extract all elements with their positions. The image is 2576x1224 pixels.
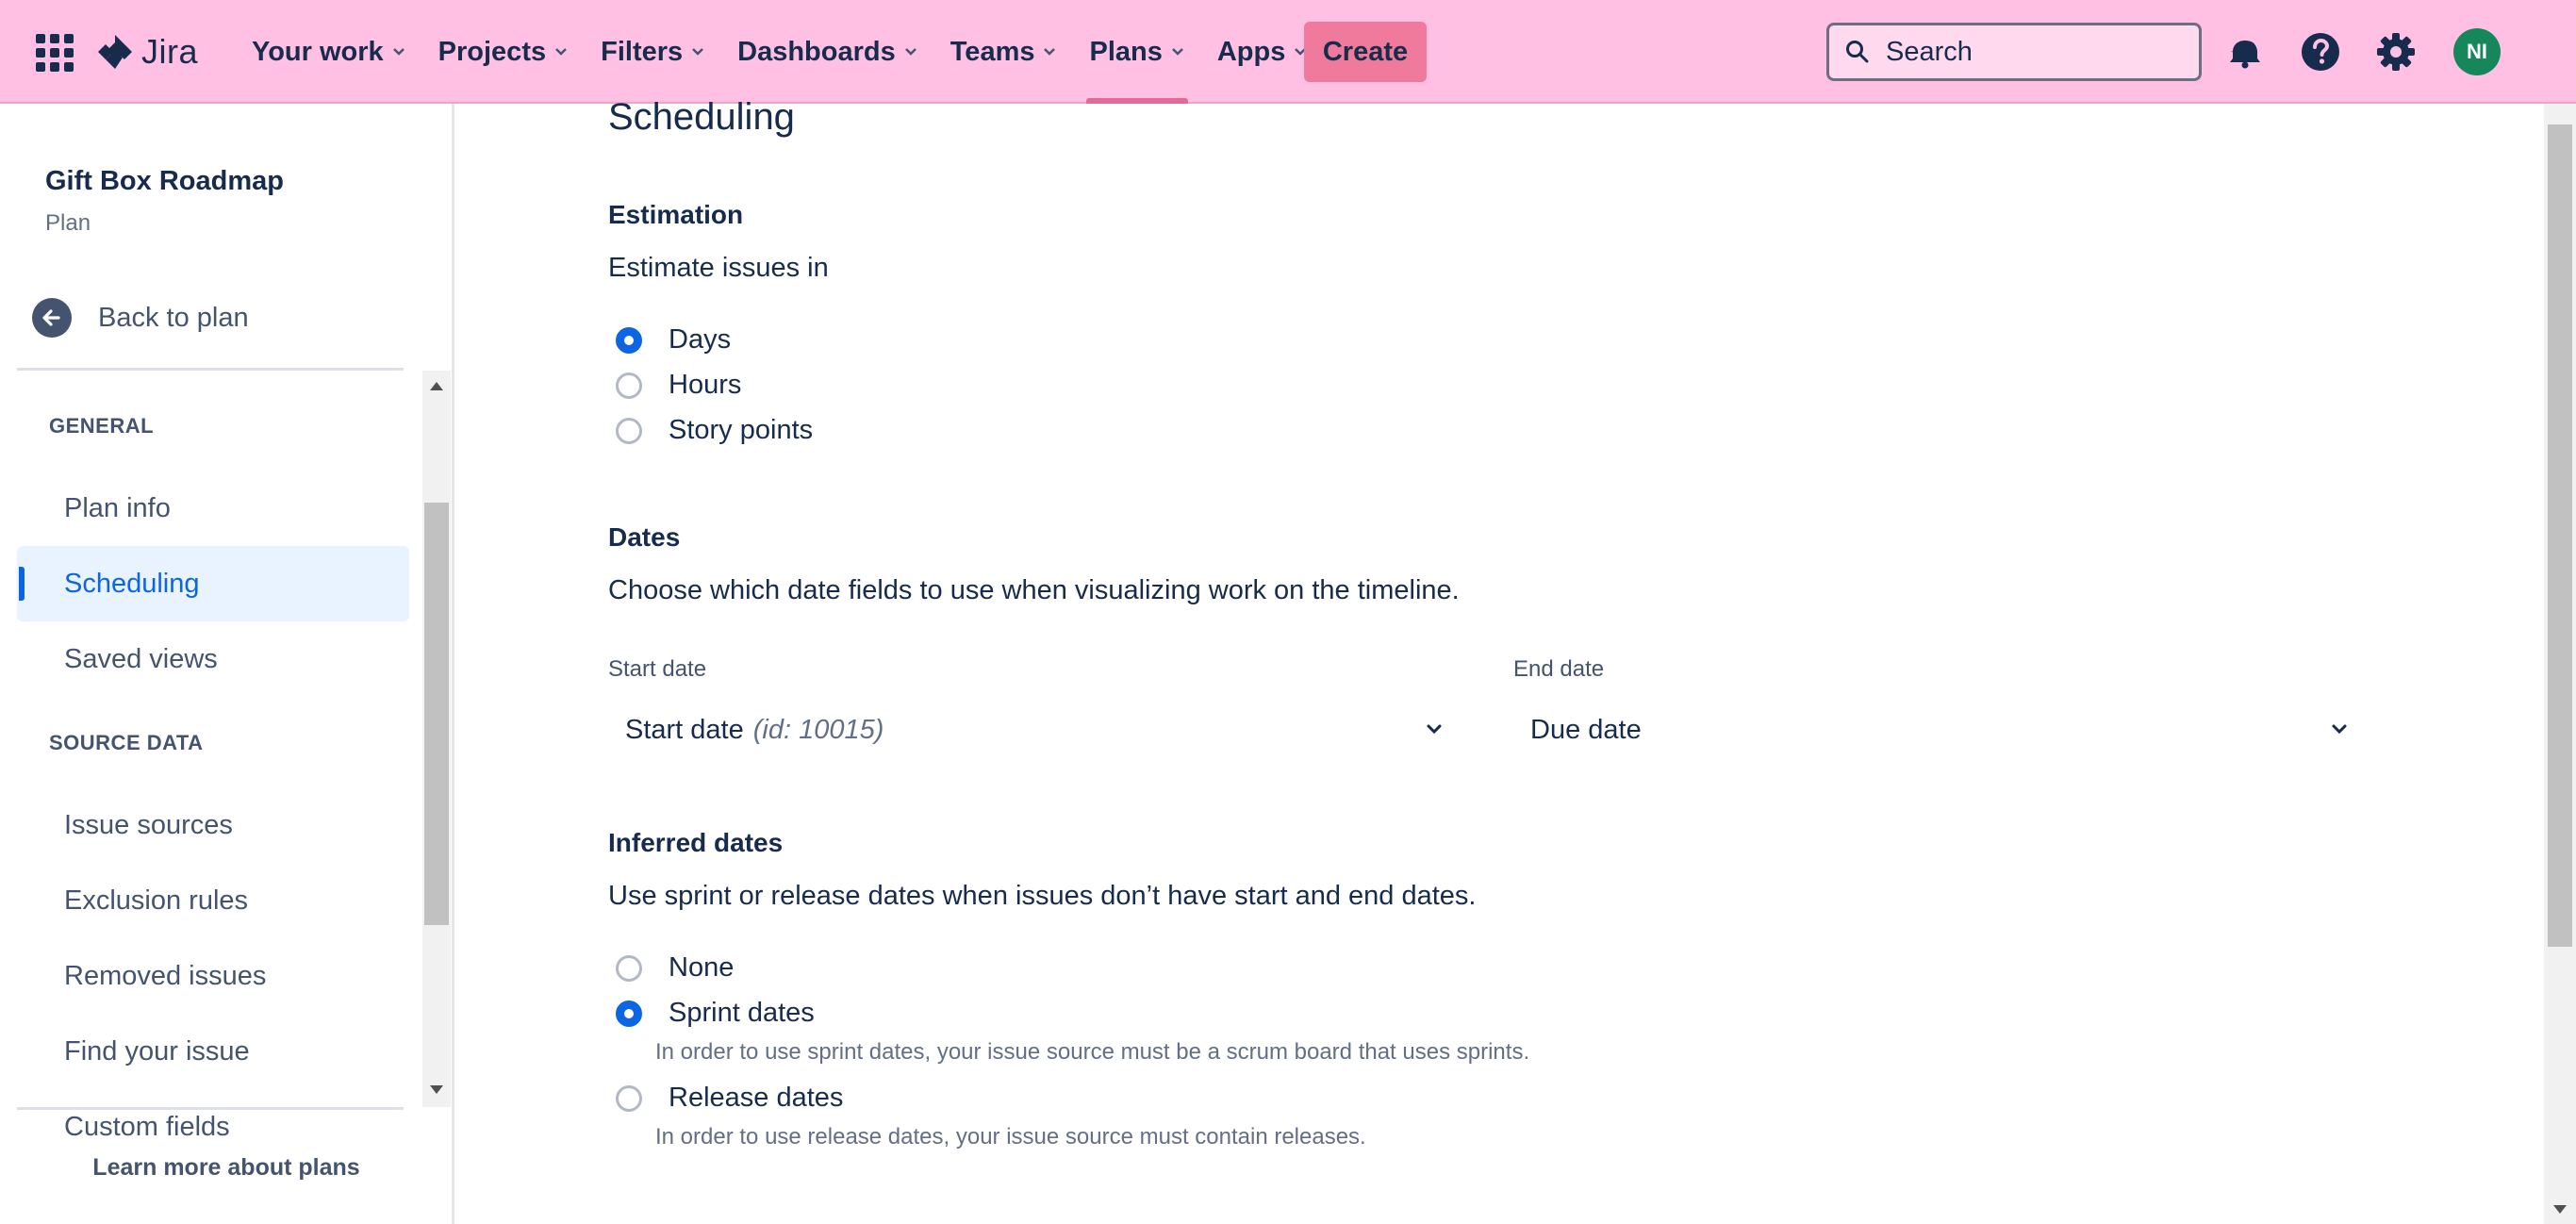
radio-label: Story points [669,415,814,445]
sidebar-heading-source-data: SOURCE DATA [49,731,204,754]
end-date-label: End date [1513,656,1605,682]
radio-checked-icon[interactable] [616,1001,642,1027]
nav-projects[interactable] [422,0,585,104]
page-scrollbar[interactable] [2544,104,2576,1224]
sidebar-item-issue-sources[interactable] [17,787,409,863]
inferred-option-release-dates[interactable] [616,1083,843,1114]
nav-dashboards[interactable] [721,0,934,104]
nav-label: Teams [949,36,1035,67]
sidebar-item-saved-views[interactable] [17,621,409,697]
scroll-down-arrow-icon[interactable] [430,1085,443,1094]
chevron-down-icon [1425,722,1444,737]
scroll-down-arrow-icon[interactable] [2553,1205,2567,1214]
nav-label: Apps [1216,36,1286,67]
jira-logo-icon [96,33,134,71]
help-icon[interactable] [2299,30,2342,74]
radio-label: Days [669,324,732,355]
nav-your-work[interactable] [236,0,422,104]
arrow-left-icon [32,298,72,338]
sidebar-nav [0,371,422,1142]
chevron-down-icon [1042,44,1057,59]
release-dates-help-text: In order to use release dates, your issue source must contain releases. [655,1124,1366,1150]
end-date-value: Due date [1530,714,1642,745]
sidebar-item-label: Issue sources [64,809,233,840]
start-date-id-hint: (id: 10015) [752,714,884,745]
sidebar-item-label: Removed issues [64,960,267,991]
end-date-select[interactable] [1513,702,2362,758]
nav-filters[interactable] [585,0,721,104]
inferred-dates-description: Use sprint or release dates when issues don’t have start and end dates. [608,881,1477,911]
primary-nav [236,0,1324,104]
chevron-down-icon [391,44,406,59]
learn-more-link[interactable]: Learn more about plans [92,1154,360,1181]
nav-label: Projects [438,36,547,67]
settings-gear-icon[interactable] [2374,30,2418,74]
estimation-title: Estimation [608,200,744,229]
start-date-label: Start date [608,656,707,682]
top-navigation-bar [0,0,2576,104]
chevron-down-icon [903,44,918,59]
dates-description: Choose which date fields to use when visualizing work on the timeline. [608,575,1460,605]
sidebar-scrollbar[interactable] [422,371,451,1107]
sidebar-item-exclusion-rules[interactable] [17,863,409,938]
scheduling-settings-page [457,96,2545,1224]
sidebar-item-label: Saved views [64,643,218,674]
estimation-option-days[interactable] [616,324,731,356]
radio-label: Release dates [669,1083,844,1113]
sidebar-item-label: Scheduling [64,568,200,599]
search-icon [1844,39,1871,65]
sprint-dates-help-text: In order to use sprint dates, your issue source must be a scrum board that uses sprints. [655,1039,1530,1065]
radio-unchecked-icon[interactable] [616,1085,642,1112]
sidebar-item-removed-issues[interactable] [17,938,409,1014]
sidebar-heading-general: GENERAL [49,414,155,438]
search-placeholder: Search [1886,36,1973,67]
sidebar-scrollbar-thumb[interactable] [424,503,449,925]
inferred-option-none[interactable] [616,952,734,984]
inferred-dates-title: Inferred dates [608,828,784,857]
user-avatar[interactable]: NI [2453,28,2501,75]
radio-checked-icon[interactable] [616,327,642,354]
back-to-plan-label: Back to plan [98,302,249,333]
sidebar-divider [17,1107,404,1110]
nav-plans[interactable] [1073,0,1200,104]
nav-label: Your work [252,36,384,67]
plan-type: Plan [45,210,91,236]
chevron-down-icon [553,44,569,59]
radio-label: None [669,952,735,983]
start-date-value: Start date [625,714,744,745]
radio-unchecked-icon[interactable] [616,372,642,399]
estimation-option-story-points[interactable] [616,415,813,446]
estimation-description: Estimate issues in [608,253,829,283]
nav-teams[interactable] [934,0,1074,104]
chevron-down-icon [1170,44,1185,59]
sidebar-item-plan-info[interactable] [17,471,409,546]
nav-label: Filters [601,36,684,67]
nav-label: Plans [1089,36,1163,67]
sidebar-item-find-your-issue[interactable] [17,1014,409,1089]
radio-unchecked-icon[interactable] [616,955,642,982]
chevron-down-icon [2330,722,2349,737]
sidebar-item-label: Exclusion rules [64,885,249,916]
plan-sidebar [0,104,454,1224]
start-date-select[interactable] [608,702,1457,758]
sidebar-item-label: Custom fields [64,1111,230,1142]
page-scrollbar-thumb[interactable] [2548,124,2572,947]
sidebar-item-custom-fields[interactable] [17,1089,409,1165]
search-input[interactable] [1826,23,2202,81]
jira-logo[interactable] [96,26,198,77]
radio-unchecked-icon[interactable] [616,418,642,444]
scroll-up-arrow-icon[interactable] [430,382,443,390]
estimation-option-hours[interactable] [616,370,741,401]
radio-label: Sprint dates [669,998,815,1028]
sidebar-item-scheduling[interactable] [17,546,409,621]
page-title: Scheduling [608,96,795,138]
inferred-option-sprint-dates[interactable] [616,998,815,1029]
back-to-plan-link[interactable] [32,298,249,338]
radio-label: Hours [669,370,742,400]
chevron-down-icon [690,44,705,59]
sidebar-item-label: Plan info [64,492,171,523]
notifications-bell-icon[interactable] [2223,30,2267,74]
app-switcher-icon[interactable] [36,34,74,72]
plan-name: Gift Box Roadmap [45,166,284,196]
dates-title: Dates [608,522,681,552]
product-name: Jira [141,32,199,71]
nav-label: Dashboards [737,36,896,67]
create-button[interactable]: Create [1304,22,1427,82]
sidebar-item-label: Find your issue [64,1035,250,1067]
